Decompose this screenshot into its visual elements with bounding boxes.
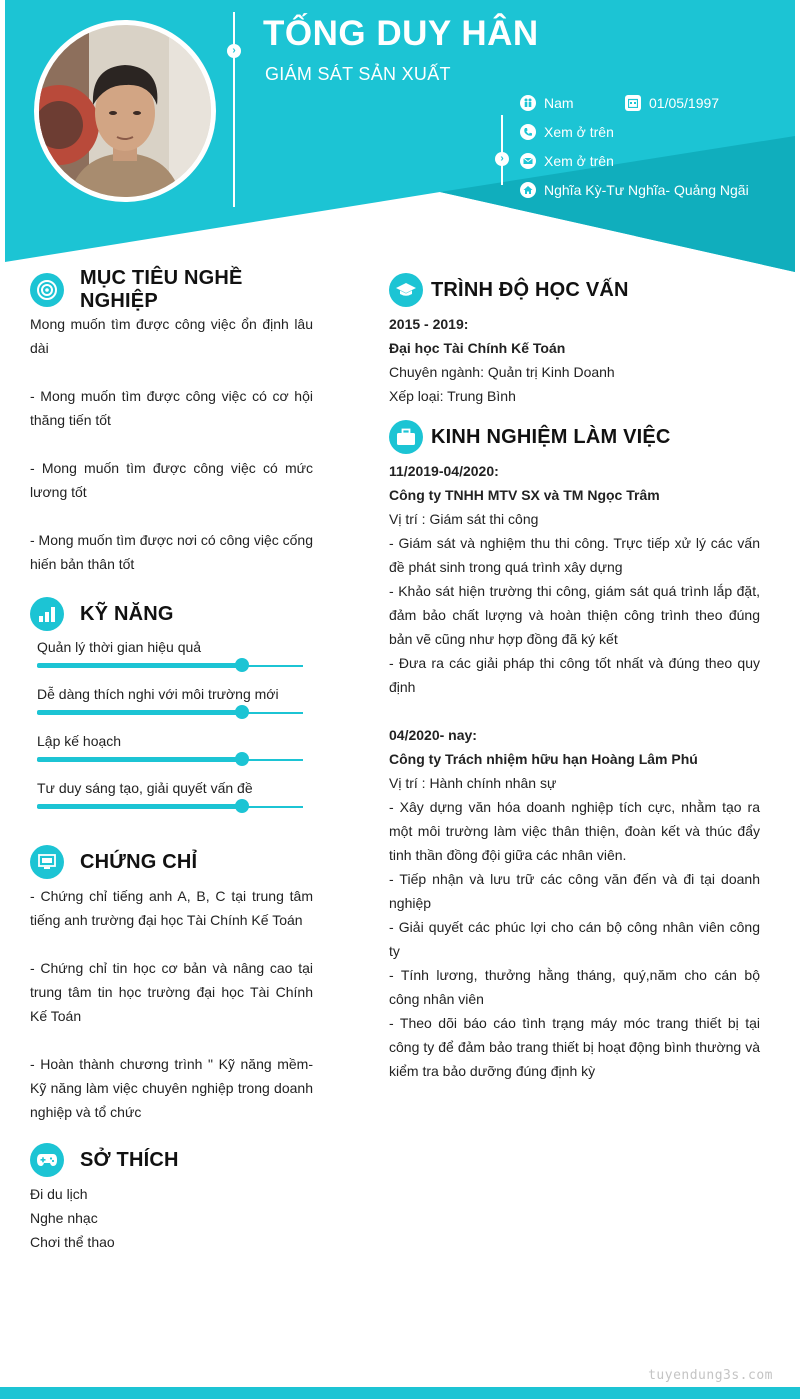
right-column (389, 270, 760, 1083)
certificate-paragraph: - Chứng chỉ tiếng anh A, B, C tại trung tâm tiếng anh trường đại học Tài Chính Kế Toán (30, 888, 313, 928)
candidate-role: GIÁM SÁT SẢN XUẤT (265, 64, 451, 84)
bar-chart-icon (30, 597, 64, 631)
section-title: CHỨNG CHỈ (80, 850, 198, 873)
target-icon (30, 273, 64, 307)
job-duty: - Giám sát và nghiệm thu thi công. Trực tiếp xử lý các vấn đề phát sinh trong quá trình xây dựng (389, 535, 760, 575)
skill-knob (235, 705, 249, 719)
skill-fill (37, 710, 242, 715)
job-company: Công ty Trách nhiệm hữu hạn Hoàng Lâm Phú (389, 751, 698, 767)
job-duty: - Theo dõi báo cáo tình trạng máy móc trang thiết bị tại công ty để đảm bảo trang thiết bị hoạt động bình thường và kiểm tra bảo dưỡng đúng định kỳ (389, 1015, 760, 1079)
left-column (30, 267, 313, 1254)
objective-paragraph: - Mong muốn tìm được nơi có công việc cống hiến bản thân tốt (30, 532, 313, 572)
section-certificates-header (30, 842, 313, 882)
job-item (389, 723, 760, 1083)
phone-value: Xem ở trên (544, 124, 614, 140)
hobby-item: Đi du lịch (30, 1186, 88, 1202)
chevron-right-icon: › (495, 152, 509, 166)
job-period: 11/2019-04/2020: (389, 463, 499, 479)
education-major: Chuyên ngành: Quản trị Kinh Doanh (389, 364, 615, 380)
job-duty: - Đưa ra các giải pháp thi công tốt nhất và đúng theo quy định (389, 655, 760, 695)
section-experience-header (389, 417, 760, 457)
info-email (520, 153, 614, 169)
profile-photo (39, 25, 211, 197)
objective-text (30, 312, 313, 576)
skill-fill (37, 663, 242, 668)
job-position: Vị trí : Hành chính nhân sự (389, 775, 557, 791)
candidate-name: TỐNG DUY HÂN (263, 14, 539, 53)
info-gender (520, 95, 574, 111)
info-address (520, 182, 749, 198)
skill-label: Lập kế hoạch (37, 733, 122, 749)
objective-paragraph: - Mong muốn tìm được công việc có mức lương tốt (30, 460, 313, 500)
section-objective-header (30, 267, 313, 312)
education-period: 2015 - 2019: (389, 316, 469, 332)
gamepad-icon (30, 1143, 64, 1177)
skill-label: Dễ dàng thích nghi với môi trường mới (37, 686, 279, 702)
job-duty: - Xây dựng văn hóa doanh nghiệp tích cực, nhằm tạo ra một môi trường làm việc thân thiện, đoàn kết và thúc đẩy tinh thần đồng đội giữa các nhân viên. (389, 799, 760, 863)
skill-fill (37, 804, 242, 809)
avatar (34, 20, 216, 202)
gender-icon (520, 95, 536, 111)
info-phone (520, 124, 614, 140)
job-duty: - Khảo sát hiện trường thi công, giám sát quá trình lắp đặt, đảm bảo chất lượng và hoàn thiện công trình theo đúng bản vẽ cũng như hợp đồng đã ký kết (389, 583, 760, 647)
skill-knob (235, 799, 249, 813)
info-birthday (625, 95, 719, 111)
section-skills-header (30, 594, 313, 634)
job-duty: - Tính lương, thưởng hằng tháng, quý,năm cho cán bộ công nhân viên (389, 967, 760, 1007)
home-icon (520, 182, 536, 198)
hobbies-list (30, 1182, 313, 1254)
section-title: SỞ THÍCH (80, 1148, 179, 1171)
section-education-header (389, 270, 760, 310)
objective-paragraph: Mong muốn tìm được công việc ổn định lâu dài (30, 316, 313, 356)
section-hobbies-header (30, 1140, 313, 1180)
skill-label: Tư duy sáng tạo, giải quyết vấn đề (37, 780, 253, 796)
skill-fill (37, 757, 242, 762)
mail-icon (520, 153, 536, 169)
job-company: Công ty TNHH MTV SX và TM Ngọc Trâm (389, 487, 660, 503)
objective-paragraph: - Mong muốn tìm được công việc có cơ hội thăng tiến tốt (30, 388, 313, 428)
chevron-right-icon: › (227, 44, 241, 58)
education-school: Đại học Tài Chính Kế Toán (389, 340, 566, 356)
birthday-value: 01/05/1997 (649, 95, 720, 111)
gender-value: Nam (544, 95, 574, 111)
hobby-item: Nghe nhạc (30, 1210, 98, 1226)
skill-label: Quản lý thời gian hiệu quả (37, 639, 202, 655)
header-divider (233, 12, 235, 207)
skill-item (30, 685, 313, 732)
section-title: KINH NGHIỆM LÀM VIỆC (431, 425, 671, 448)
info-divider (501, 115, 503, 185)
section-title: KỸ NĂNG (80, 602, 174, 625)
certificate-paragraph: - Hoàn thành chương trình " Kỹ năng mềm- Kỹ năng làm việc chuyên nghiệp trong doanh nghiệp và tổ chức (30, 1056, 313, 1120)
skill-item (30, 732, 313, 779)
calendar-icon (625, 95, 641, 111)
section-title: MỤC TIÊU NGHỀ NGHIỆP (80, 267, 243, 312)
certificates-text (30, 884, 313, 1124)
job-duty: - Tiếp nhận và lưu trữ các công văn đến và đi tại doanh nghiệp (389, 871, 760, 911)
job-position: Vị trí : Giám sát thi công (389, 511, 539, 527)
graduation-cap-icon (389, 273, 423, 307)
certificate-icon (30, 845, 64, 879)
briefcase-icon (389, 420, 423, 454)
job-duty: - Giải quyết các phúc lợi cho cán bộ công nhân viên công ty (389, 919, 760, 959)
address-value: Nghĩa Kỳ-Tư Nghĩa- Quảng Ngãi (544, 182, 749, 198)
skill-item (30, 779, 313, 826)
skill-item (30, 638, 313, 685)
job-item (389, 459, 760, 699)
education-grade: Xếp loại: Trung Bình (389, 388, 516, 404)
hobby-item: Chơi thể thao (30, 1234, 115, 1250)
phone-icon (520, 124, 536, 140)
footer-bar (0, 1387, 800, 1399)
skills-list (30, 638, 313, 826)
certificate-paragraph: - Chứng chỉ tin học cơ bản và nâng cao tại trung tâm tin học trường đại học Tài Chính Kế Toán (30, 960, 313, 1024)
watermark: tuyendung3s.com (648, 1368, 773, 1383)
skill-knob (235, 658, 249, 672)
skill-knob (235, 752, 249, 766)
job-period: 04/2020- nay: (389, 727, 477, 743)
email-value: Xem ở trên (544, 153, 614, 169)
section-title: TRÌNH ĐỘ HỌC VẤN (431, 278, 629, 301)
